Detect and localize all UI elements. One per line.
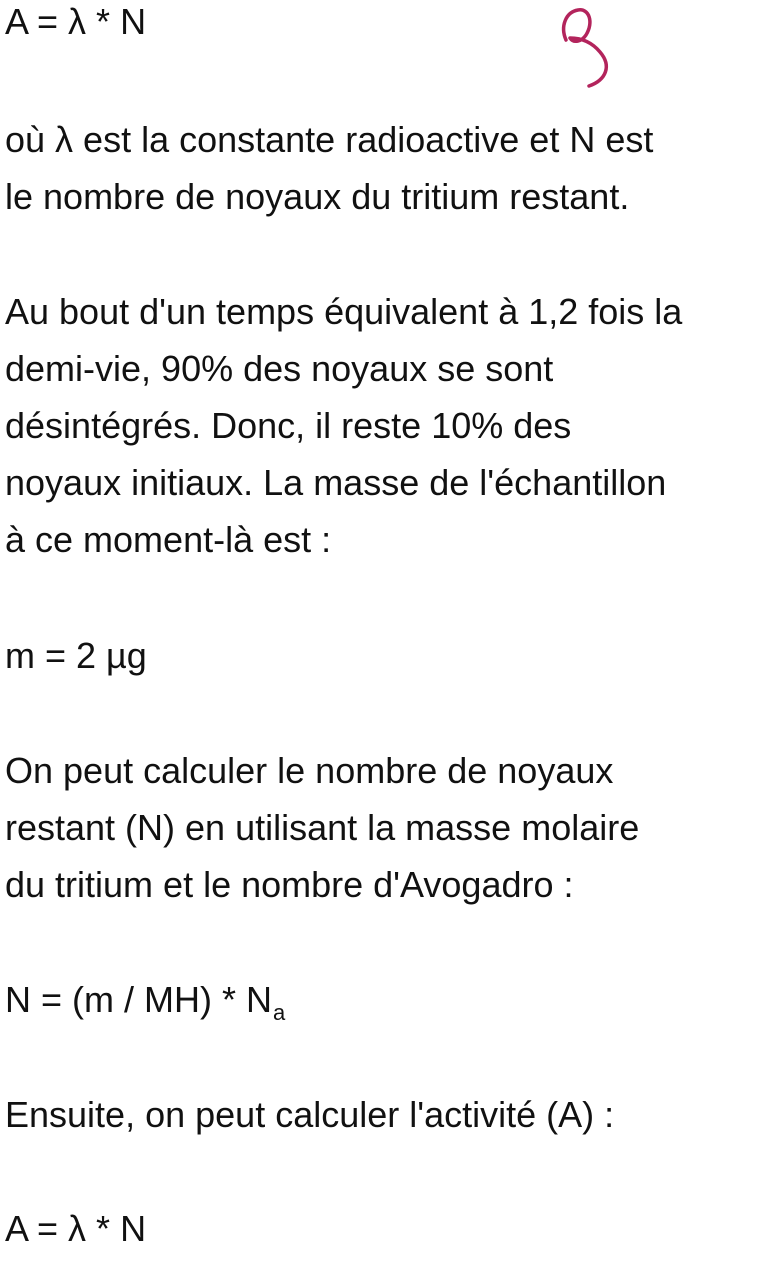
formula-activity-bottom: A = λ * N xyxy=(5,1208,147,1249)
formula-activity-top: A = λ * N xyxy=(5,1,147,42)
handwritten-mark xyxy=(556,2,626,97)
paragraph-3-line-2: restant (N) en utilisant la masse molaire xyxy=(5,807,640,848)
formula-nuclei xyxy=(5,978,285,1027)
paragraph-3-line-1: On peut calculer le nombre de noyaux xyxy=(5,750,614,791)
paragraph-1-line-1: où λ est la constante radioactive et N est xyxy=(5,119,654,160)
paragraph-3-line-3: du tritium et le nombre d'Avogadro : xyxy=(5,864,574,905)
paragraph-2-line-4: noyaux initiaux. La masse de l'échantillon xyxy=(5,462,667,503)
paragraph-4-line-1: Ensuite, on peut calculer l'activité (A) : xyxy=(5,1094,615,1135)
paragraph-1-line-2: le nombre de noyaux du tritium restant. xyxy=(5,176,630,217)
paragraph-2-line-2: demi-vie, 90% des noyaux se sont xyxy=(5,348,554,389)
paragraph-2-line-3: désintégrés. Donc, il reste 10% des xyxy=(5,405,572,446)
formula-nuclei-main: N = (m / MH) * N xyxy=(5,979,272,1020)
formula-mass: m = 2 µg xyxy=(5,635,147,676)
paragraph-2-line-5: à ce moment-là est : xyxy=(5,519,332,560)
formula-nuclei-subscript: a xyxy=(273,1000,286,1025)
paragraph-2-line-1: Au bout d'un temps équivalent à 1,2 fois la xyxy=(5,291,683,332)
